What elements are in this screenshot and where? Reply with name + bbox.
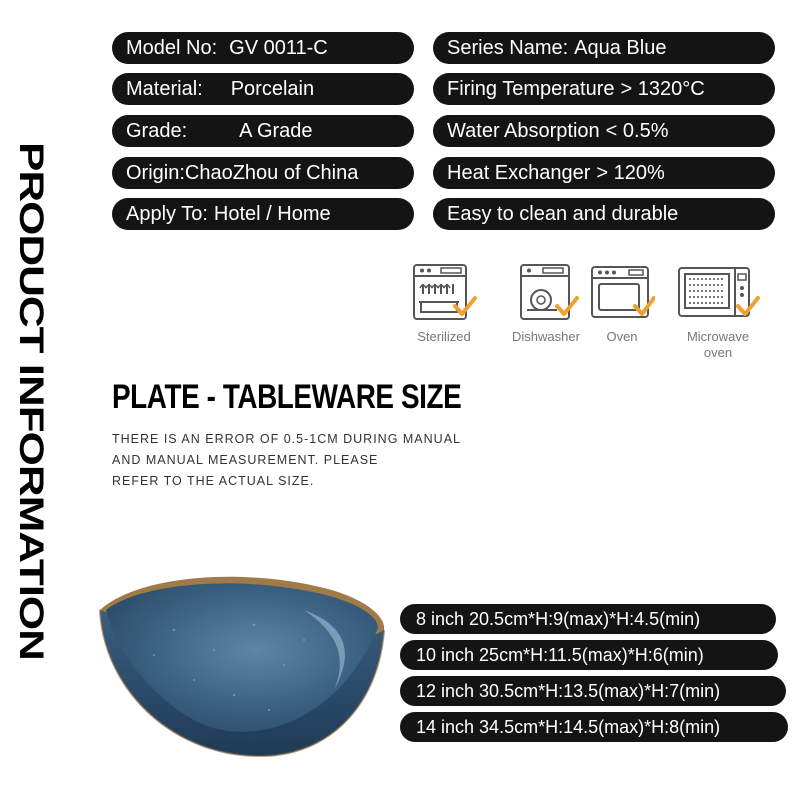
spec-material: Material: Porcelain	[112, 73, 414, 105]
side-title	[0, 96, 62, 706]
spec-firing-temperature: Firing Temperature > 1320°C	[433, 73, 775, 105]
spec-easy-clean: Easy to clean and durable	[433, 198, 775, 230]
spec-grade: Grade: A Grade	[112, 115, 414, 147]
microwave-icon	[676, 262, 760, 324]
oven-icon	[589, 262, 655, 324]
icon-sterilized	[408, 262, 480, 345]
spec-water-absorption: Water Absorption < 0.5%	[433, 115, 775, 147]
spec-series-name: Series Name: Aqua Blue	[433, 32, 775, 64]
side-title-text: PRODUCT INFORMATION	[12, 142, 51, 660]
dishwasher-icon	[513, 262, 579, 324]
icon-dishwasher	[505, 262, 587, 345]
spec-heat-exchanger: Heat Exchanger > 120%	[433, 157, 775, 189]
bowl-image	[94, 570, 394, 770]
note-line: THERE IS AN ERROR OF 0.5-1CM DURING MANUAL	[112, 432, 461, 446]
note-line: AND MANUAL MEASUREMENT. PLEASE	[112, 453, 379, 467]
icon-label-microwave: Microwave oven	[686, 329, 750, 360]
size-10-inch: 10 inch 25cm*H:11.5(max)*H:6(min)	[400, 640, 778, 670]
icon-oven	[588, 262, 656, 345]
icon-label-dishwasher: Dishwasher	[512, 329, 580, 344]
sterilizer-icon	[411, 262, 477, 324]
size-heading: PLATE - TABLEWARE SIZE	[112, 378, 462, 416]
icon-label-oven: Oven	[606, 329, 638, 344]
icon-microwave	[676, 262, 760, 361]
measurement-note	[112, 429, 492, 492]
icon-label-sterilized: Sterilized	[417, 329, 471, 344]
spec-origin: Origin: ChaoZhou of China	[112, 157, 414, 189]
size-8-inch: 8 inch 20.5cm*H:9(max)*H:4.5(min)	[400, 604, 776, 634]
spec-model-no: Model No: GV 0011-C	[112, 32, 414, 64]
size-12-inch: 12 inch 30.5cm*H:13.5(max)*H:7(min)	[400, 676, 786, 706]
size-14-inch: 14 inch 34.5cm*H:14.5(max)*H:8(min)	[400, 712, 788, 742]
spec-apply-to: Apply To: Hotel / Home	[112, 198, 414, 230]
note-line: REFER TO THE ACTUAL SIZE.	[112, 474, 315, 488]
